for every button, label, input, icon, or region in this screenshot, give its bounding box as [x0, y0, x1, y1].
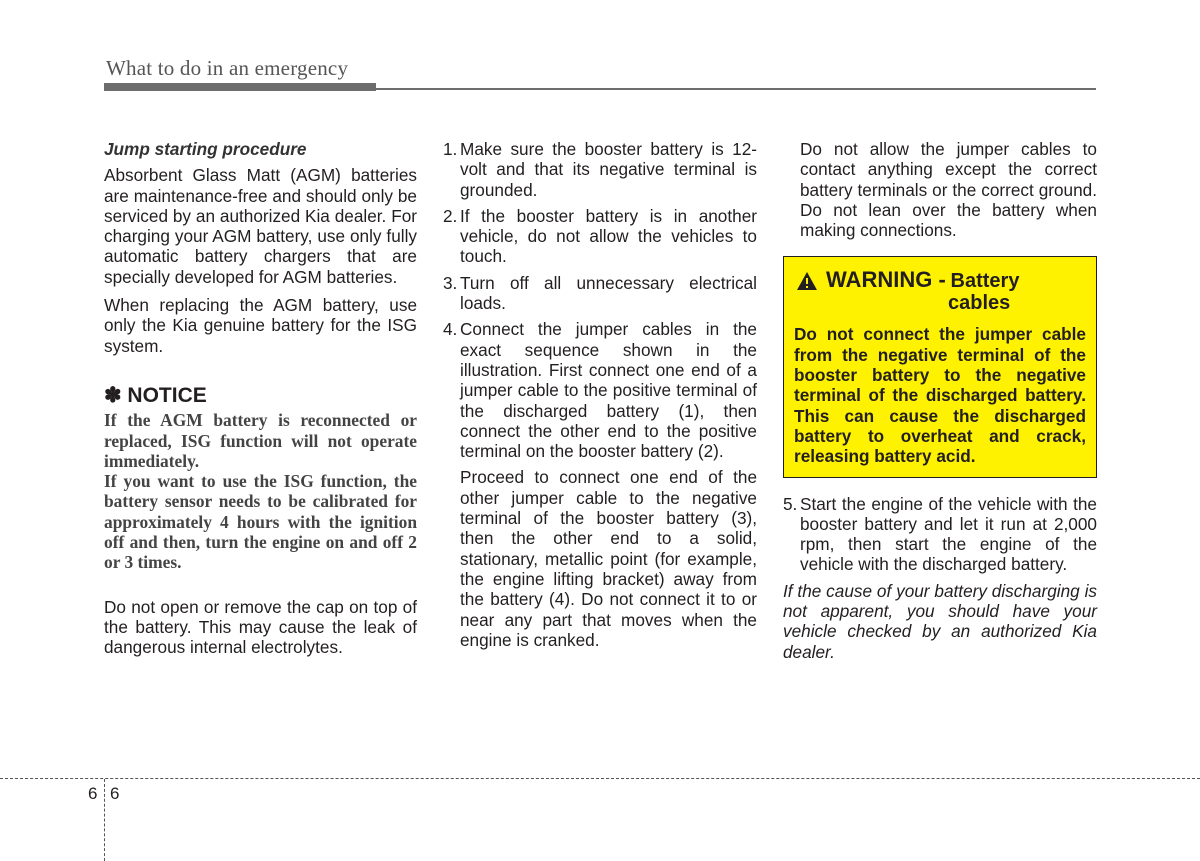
warning-box: [783, 256, 1097, 477]
warning-body: Do not connect the jumper cable from the negative terminal of the booster battery to the negative terminal of the discharged battery. This can cause the discharged battery to overheat and crack, releasing battery acid.: [794, 324, 1086, 467]
step-item: [443, 139, 757, 200]
footer-vertical-divider: [104, 779, 105, 861]
battery-cap-paragraph: Do not open or remove the cap on top of the battery. This may cause the leak of dangerous internal electrolytes.: [104, 596, 417, 658]
procedure-steps-continued: [783, 494, 1097, 575]
warning-triangle-icon: [796, 271, 818, 291]
italic-note: If the cause of your battery discharging is not apparent, you should have your vehicle checked by an authorized Kia dealer.: [783, 580, 1097, 662]
step-4-continued: Proceed to connect one end of the other jumper cable to the negative terminal of the booster battery (3), then the other end to a solid, stationary, metallic point (for example, the engine lifting bracket) away from the battery (4). Do not connect it to or near any part that moves when the engine is cranked.: [460, 467, 757, 650]
warning-topic-line2: cables: [948, 292, 1011, 315]
step-number: 2.: [443, 205, 458, 226]
step-number: 4.: [443, 319, 458, 340]
notice-body: [104, 410, 417, 572]
warning-heading: [794, 269, 1086, 314]
column-3: [783, 139, 1097, 662]
step-number: 5.: [783, 493, 798, 514]
step-text: Turn off all unnecessary electrical loads.: [460, 272, 757, 314]
footer-divider: [0, 778, 1200, 779]
header-rule: [104, 88, 1096, 90]
page-number: 6: [110, 784, 120, 803]
procedure-steps: [443, 139, 757, 461]
section-subheading: Jump starting procedure: [104, 139, 307, 159]
warning-label: WARNING -: [826, 267, 946, 293]
notice-heading: ✽ NOTICE: [104, 383, 207, 407]
column-1: [104, 139, 417, 658]
notice-text-1: If the AGM battery is reconnected or replaced, ISG function will not operate immediately.: [104, 410, 417, 471]
step-item: [783, 494, 1097, 575]
step-item: [443, 319, 757, 461]
warning-topic-line1: Battery: [950, 270, 1020, 293]
step-text: If the booster battery is in another vehicle, do not allow the vehicles to touch.: [460, 205, 757, 267]
column-2: [443, 139, 757, 650]
step-text: Start the engine of the vehicle with the booster battery and let it run at 2,000 rpm, then start the engine of the vehicle with the discharged battery.: [800, 493, 1097, 575]
step-item: [443, 273, 757, 314]
replace-battery-paragraph: When replacing the AGM battery, use only the Kia genuine battery for the ISG system.: [104, 295, 417, 356]
step-item: [443, 206, 757, 267]
step-number: 1.: [443, 139, 458, 159]
step-text: Make sure the booster battery is 12-volt and that its negative terminal is grounded.: [460, 139, 757, 200]
step-text: Connect the jumper cables in the exact sequence shown in the illustration. First connect one end of a jumper cable to the positive terminal of the discharged battery (1), then connect the other end to the positive terminal on the booster battery (2).: [460, 319, 757, 462]
chapter-number: 6: [88, 784, 98, 803]
step-number: 3.: [443, 272, 458, 293]
step-4-continued-2: Do not allow the jumper cables to contact anything except the correct battery terminals or the correct ground. Do not lean over the battery when making connections.: [800, 139, 1097, 241]
notice-text-2: If you want to use the ISG function, the battery sensor needs to be calibrated for approximately 4 hours with the ignition off and then, turn the engine on and off 2 or 3 times.: [104, 471, 417, 573]
page-header-title: What to do in an emergency: [106, 56, 349, 80]
agm-paragraph: Absorbent Glass Matt (AGM) batteries are maintenance-free and should only be serviced by an authorized Kia dealer. For charging your AGM battery, use only fully automatic battery chargers that are specially developed for AGM batteries.: [104, 165, 417, 287]
